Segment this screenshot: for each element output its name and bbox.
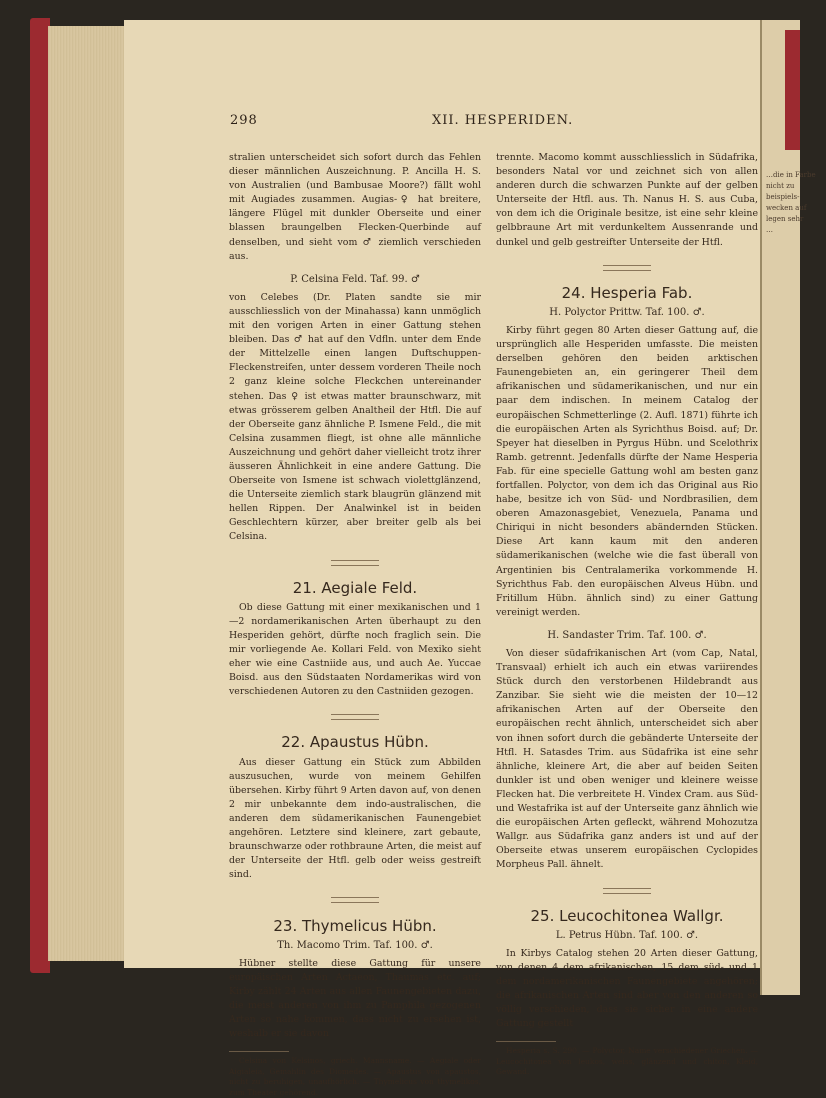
ornament-divider xyxy=(496,885,758,899)
ornament-divider xyxy=(229,711,481,725)
paragraph: In Kirbys Catalog stehen 20 Arten dieser Gattung, von denen 4 dem afrikanischen, 15 dem süd- und 1 dem nordamerikanischen Faunengebiete angehören; die afrikanischen Arten sind aber von den anderen so völlig verschieden, dass sie sicher in eine andere Gattung gestellt xyxy=(496,947,758,1030)
species-heading: P. Celsina Feld. Taf. 99. ♂ xyxy=(290,273,420,285)
book-cover xyxy=(30,18,50,973)
left-column xyxy=(229,151,481,1098)
section-heading: 25. Leucochitonea Wallgr. xyxy=(530,906,724,925)
paragraph: Von dieser südafrikanischen Art (vom Cap, Natal, Transvaal) erhielt ich auch ein etwas variirendes Stück durch den verstorbenen Hildebrandt aus Zanzibar. Sie sieht wie die meisten der 10—12 afrikanischen Arten auf der Oberseite den europäischen recht ähnlich, unterscheidet sich aber von ihnen sofort durch die gebänderte Unterseite der Htfl. H. Satasdes Trim. aus Südafrika ist eine sehr ähnliche, kleinere Art, die aber auf beiden Seiten dunkler ist und oben weniger und kleinere weisse Flecken hat. Die verbreitete H. Vindex Cram. aus Süd- und Westafrika ist auf der Unterseite ganz ähnlich wie die europäischen Arten gefleckt, während Mohozutza Wallgr. aus Südafrika ganz anders ist und auf der Oberseite etwas unserem europäischen Cyclopides Morpheus Pall. ähnelt. xyxy=(496,648,758,871)
right-column xyxy=(496,151,758,1078)
section-heading: 24. Hesperia Fab. xyxy=(561,283,693,302)
running-title: XII. HESPERIDEN. xyxy=(432,113,574,128)
ornament-divider xyxy=(496,262,758,276)
footnote-rule xyxy=(229,1051,289,1052)
species-heading: H. Polyctor Prittw. Taf. 100. ♂. xyxy=(549,306,705,318)
page-edges xyxy=(48,26,128,961)
page-edge-line xyxy=(760,20,762,995)
adjacent-page-text: …die in Farbe nicht zu beispiels- wecken auf legen sehr … xyxy=(766,171,816,234)
adjacent-cover xyxy=(785,30,800,150)
paragraph: Aus dieser Gattung ein Stück zum Abbilden auszusuchen, wurde von meinem Gehilfen übersehen. Kirby führt 9 Arten davon auf, von denen 2 mir unbekannte dem indo-australischen, die anderen dem südamerikanischen Faunengebiet angehören. Letztere sind kleinere, zart gebaute, braunschwarze oder rothbraune Arten, die meist auf der Unterseite der Htfl. gelb oder weiss gestreift sind. xyxy=(229,756,481,881)
footnote: Hesperia s. S. 290. — Polyctor, Name verschiedener Griechen. — Leucochitonea von leukos, weiss, glänzend und chiton, Kleid, Gewand. xyxy=(496,1046,758,1077)
paragraph: trennte. Macomo kommt ausschliesslich in Südafrika, besonders Natal vor und zeichnet sich von allen anderen durch die schwarzen Punkte auf der gelben Unterseite der Htfl. aus. Th. Nanus H. S. aus Cuba, von dem ich die Originale besitze, ist eine sehr kleine gelbbraune Art mit verdunkeltem Aussenrande und dunkel und gelb gestreifter Unterseite der Htfl. xyxy=(496,152,758,248)
section-heading: 21. Aegiale Feld. xyxy=(292,578,418,597)
paragraph: stralien unterscheidet sich sofort durch das Fehlen dieser männlichen Auszeichnung. P. Ancilla H. S. von Australien (und Bambusae Moore?) fällt wohl mit Augiades zusammen. Augias-♀ hat breitere, längere Flügel mit dunkler Oberseite und einer blassen braungelben Flecken-Querbinde auf denselben, und sieht vom ♂ ziemlich verschieden aus. xyxy=(229,152,481,262)
paragraph: von Celebes (Dr. Platen sandte sie mir ausschliesslich von der Minahassa) kann unmöglich mit den vorigen Arten in einer Gattung stehen bleiben. Das ♂ hat auf den Vdfln. unter dem Ende der Mittelzelle einen langen Duftschuppen-Fleckenstreifen, unter dessem vorderen Theile noch 2 ganz kleine solche Fleckchen untereinander stehen. Das ♀ ist etwas matter braunschwarz, mit etwas grösserem gelben Analtheil der Htfl. Die auf der Oberseite ganz ähnliche P. Ismene Feld., die mit Celsina zusammen fliegt, ist ohne alle männliche Auszeichnung und gehört daher vielleicht trotz ihrer äusseren Ähnlichkeit in eine andere Gattung. Die Oberseite von Ismene ist schwach violettglänzend, die Unterseite ziemlich stark blaugrün glänzend mit hellen Rippen. Der Analwinkel ist in beiden Geschlechtern kürzer, aber breiter gelb als bei Celsina. xyxy=(229,291,481,543)
paragraph: Kirby führt gegen 80 Arten dieser Gattung auf, die ursprünglich alle Hesperiden umfasste. Die meisten derselben gehören den beiden arktischen Faunengebieten an, ein geringerer Theil dem afrikanischen und südamerikanischen, und nur ein paar dem indischen. In meinem Catalog der europäischen Schmetterlinge (2. Aufl. 1871) führte ich die europäischen Arten als Syrichthus Boisd. auf; Dr. Speyer hat dieselben in Pyrgus Hübn. und Scelothrix Ramb. getrennt. Jedenfalls dürfte der Name Hesperia Fab. für eine specielle Gattung wohl am besten ganz fortfallen. Polyctor, von dem ich das Original aus Rio habe, besitze ich von Süd- und Nordbrasilien, dem oberen Amazonasgebiet, Venezuela, Panama und Chiriqui in nicht besonders abändernden Stücken. Diese Art kann kaum mit den anderen südamerikanischen (welche wie die fast überall von Argentinien bis Centralamerika vorkommende H. Syrichthus Fab. den europäischen Alveus Hübn. und Fritillum Hübn. ähnlich sind) zu einer Gattung vereinigt werden. xyxy=(496,324,758,618)
adjacent-page xyxy=(760,20,816,995)
footnote-rule xyxy=(496,1041,556,1042)
species-heading: L. Petrus Hübn. Taf. 100. ♂. xyxy=(555,929,699,941)
ornament-divider xyxy=(229,557,481,571)
section-heading: 22. Apaustus Hübn. xyxy=(281,733,429,752)
ornament-divider xyxy=(229,894,481,908)
species-heading: H. Sandaster Trim. Taf. 100. ♂. xyxy=(547,629,707,641)
section-heading: 23. Thymelicus Hübn. xyxy=(273,916,437,935)
footnote: Celsina von Kelsinos, griech. Mannsname. — Aegiale oder Aigialeia, Gemahlin des Diomedes. — Apaustus von apaustos, nicht zu beruhigen, unaufhörlich. — Thymelicus von thymelikos, zum Theater gehörend. xyxy=(229,1056,481,1097)
paragraph: Hübner stellte diese Gattung für unsere europäischen Arten Actaeon, Thaumas etc. auf; Kirby zählt 24 Arten aus allen Faunengebieten dazu, die meist anderen von ihm zu Pamphila gezogenen Arten so nahe kommen, dass nicht zu ersehen ist, weshalb er sie davon xyxy=(229,957,481,1040)
species-heading: Th. Macomo Trim. Taf. 100. ♂. xyxy=(277,939,433,951)
paragraph: Ob diese Gattung mit einer mexikanischen und 1—2 nordamerikanischen Arten überhaupt zu den Hesperiden gehört, dürfte noch fraglich sein. Die mir vorliegende Ae. Kollari Feld. von Mexiko sieht eher wie eine Castniide aus, und auch Ae. Yuccae Boisd. aus den Südstaaten Nordamerikas wird von verschiedenen Autoren zu den Castniiden gezogen. xyxy=(229,601,481,698)
page-number: 298 xyxy=(230,113,258,128)
